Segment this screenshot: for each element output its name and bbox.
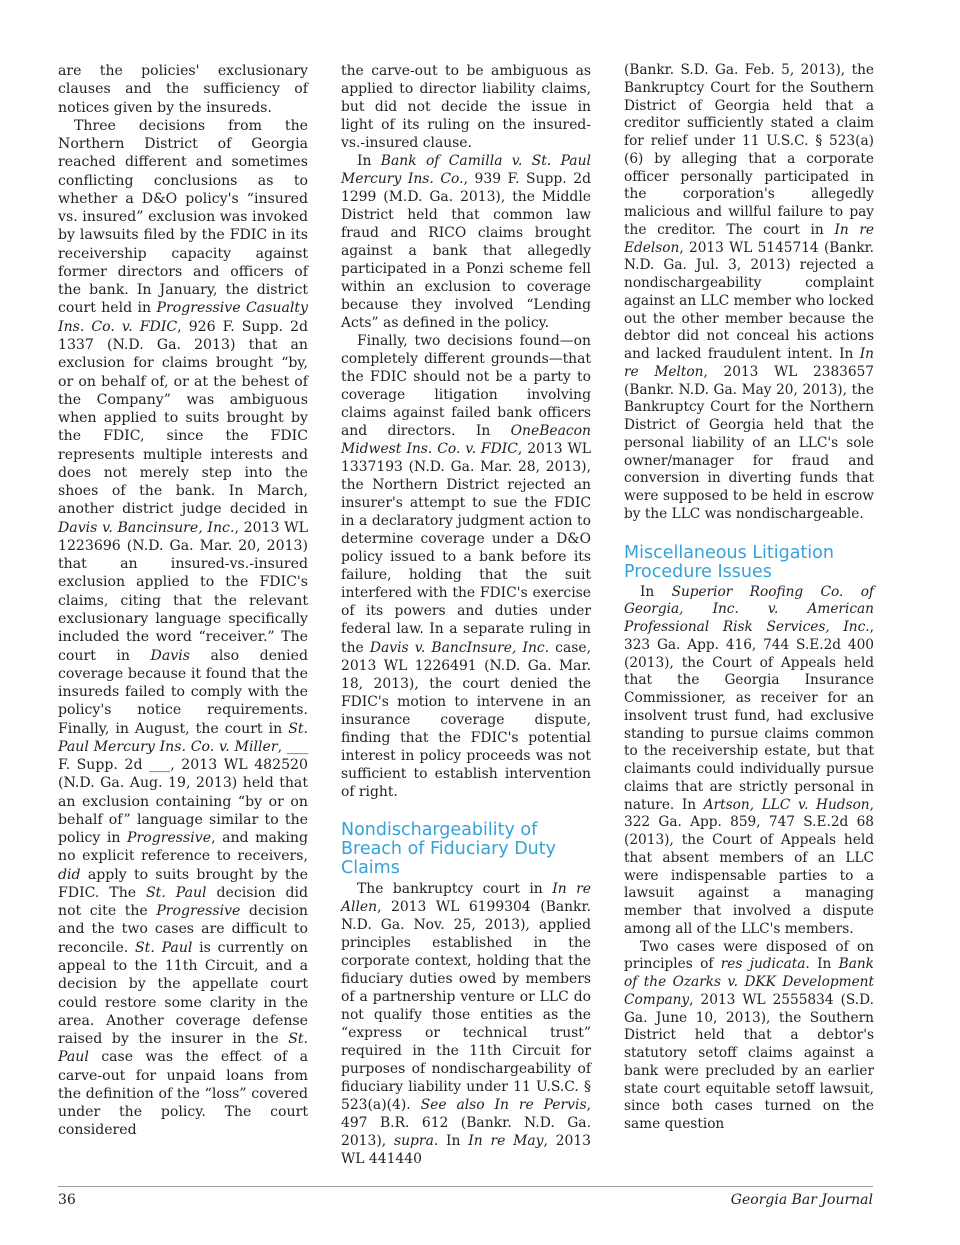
text-column-2 — [341, 62, 591, 1168]
section-heading: Miscellaneous Litigation Procedure Issues — [624, 542, 834, 582]
case-citation: St. Paul — [146, 884, 207, 901]
emphasis: did — [58, 866, 81, 883]
case-citation: Superior Roofing Co. of Georgia, Inc. v. American Professional Risk Services, Inc. — [624, 583, 875, 635]
case-citation: OneBeacon Midwest Ins. Co. v. FDIC — [341, 423, 591, 458]
latin-term: res judicata — [720, 956, 806, 973]
paragraph: the carve-out to be ambiguous as applied to director liability claims, but did not decide the issue in light of its ruling on the insured-vs.-insured clause. — [341, 63, 591, 152]
paragraph: Three decisions from the Northern District of Georgia reached different and sometimes conflicting conclusions as to whether a D&O policy's “insured vs. insured” exclusion was invoked by lawsuits filed by the FDIC in its receivership capacity against former directors and officers of the bank. In January, the district court held in Progressive Casualty Ins. Co. v. FDIC, 926 F. Supp. 2d 1337 (N.D. Ga. 2013) that an exclusion for claims brought “by, or on behalf of, or at the behest of the Company” was ambiguous when applied to suits brought by the FDIC, since the FDIC represents multiple interests and does not merely step into the shoes of the bank. In March, another district judge decided in Davis v. Bancinsure, Inc., 2013 WL 1223696 (N.D. Ga. Mar. 20, 2013) that an insured-vs.-insured exclusion applied to the FDIC's claims, citing that the relevant exclusionary language specifically included the word “receiver.” The court in Davis also denied coverage because it found that the insureds failed to comply with the policy's notice requirements. Finally, in August, the court in St. Paul Mercury Ins. Co. v. Miller, ___ F. Supp. 2d ___, 2013 WL 482520 (N.D. Ga. Aug. 19, 2013) held that an exclusion containing “by or on behalf of” language similar to the policy in Progressive, and making no explicit reference to receivers, did apply to suits brought by the FDIC. The St. Paul decision did not cite the Progressive decision and the two cases are difficult to reconcile. St. Paul is currently on appeal to the 11th Circuit, and a decision by the appellate court could restore some clarity in the area. Another coverage defense raised by the insurer in the St. Paul case was the effect of a carve-out for unpaid loans from the definition of the “loss” covered under the policy. The court considered — [58, 117, 309, 1139]
case-citation: In re Allen — [341, 880, 591, 915]
case-citation: St. Paul Mercury Ins. Co. v. Miller — [58, 720, 308, 755]
case-citation: Progressive — [156, 903, 241, 920]
page-number: 36 — [58, 1192, 76, 1208]
case-citation: Davis v. Bancinsure, Inc. — [58, 519, 235, 536]
paragraph: In Bank of Camilla v. St. Paul Mercury Ins. Co., 939 F. Supp. 2d 1299 (M.D. Ga. 2013), the Middle District held that common law fraud and RICO claims brought against a bank that allegedly participated in a Ponzi scheme fell within an exclusion to coverage because they involved “Lending Acts” as defined in the policy. — [341, 153, 591, 332]
paragraph: (Bankr. S.D. Ga. Feb. 5, 2013), the Bankruptcy Court for the Southern District of Georgia held that a creditor sufficiently stated a claim for relief under 11 U.S.C. § 523(a)(6) by alleging that a corporate officer personally participated in the corporation's allegedly malicious and willful failure to pay the creditor. The court in In re Edelson, 2013 WL 5145714 (Bankr. N.D. Ga. Jul. 3, 2013) rejected a nondischargeability complaint against an LLC member who locked out the other member because the debtor did not conceal his actions and lacked fraudulent intent. In In re Melton, 2013 WL 2383657 (Bankr. N.D. Ga. May 20, 2013), the Bankruptcy Court for the Northern District of Georgia held that the personal liability of an LLC's sole owner/manager for fraud and conversion in diverting funds that were supposed to be held in escrow by the LLC was nondischargeable. — [624, 62, 875, 522]
journal-title: Georgia Bar Journal — [730, 1192, 873, 1208]
case-citation: St. Paul — [135, 939, 193, 956]
case-citation: Artson, LLC v. Hudson — [703, 796, 870, 813]
footer-rule — [58, 1186, 873, 1187]
case-citation: St. Paul — [58, 1031, 308, 1066]
case-citation: Bank of Camilla v. St. Paul Mercury Ins. Co. — [341, 153, 591, 188]
paragraph: In Superior Roofing Co. of Georgia, Inc. v. American Professional Risk Services, Inc., 323 Ga. App. 416, 744 S.E.2d 400 (2013), the Court of Appeals held that the Georgia Insurance Commissioner, as receiver for an insolvent trust fund, had exclusive standing to pursue claims common to the receivership estate, but that claimants could individually pursue claims that are strictly personal in nature. In Artson, LLC v. Hudson, 322 Ga. App. 859, 747 S.E.2d 68 (2013), the Court of Appeals held that absent members of an LLC were indispensable parties to a lawsuit against a managing member that involved a dispute among all of the LLC's members. — [624, 583, 875, 937]
case-citation: Progressive — [126, 830, 212, 847]
case-citation: Bank of the Ozarks v. DKK Development Company — [624, 956, 874, 1008]
text-column-1 — [58, 62, 308, 1140]
emphasis: supra. — [393, 1132, 439, 1149]
case-citation: Davis v. BancInsure, Inc. — [369, 639, 550, 656]
paragraph: The bankruptcy court in In re Allen, 2013 WL 6199304 (Bankr. N.D. Ga. Nov. 25, 2013), applied principles established in the corporate context, holding that the fiduciary duties owed by members of a partnership venture or LLC do not qualify those entities as the “express or technical trust” required in the 11th Circuit for purposes of nondischargeability of fiduciary liability under 11 U.S.C. § 523(a)(4). See also In re Pervis, 497 B.R. 612 (Bankr. N.D. Ga. 2013), supra. In In re May, 2013 WL 441440 — [341, 880, 592, 1167]
paragraph: Finally, two decisions found—on completely different grounds—that the FDIC should not be a party to coverage litigation involving claims against failed bank officers and directors. In OneBeacon Midwest Ins. Co. v. FDIC, 2013 WL 1337193 (N.D. Ga. Mar. 28, 2013), the Northern District rejected an insurer's attempt to sue the FDIC in a declaratory judgment action to determine coverage under a D&O policy issued to a bank before its failure, holding that the suit interfered with the FDIC's exercise of its powers and duties under federal law. In a separate ruling in the Davis v. BancInsure, Inc. case, 2013 WL 1226491 (N.D. Ga. Mar. 18, 2013), the court denied the FDIC's motion to intervene in an insurance coverage dispute, finding that the FDIC's potential interest in policy proceeds was not sufficient to establish intervention of right. — [341, 333, 592, 800]
section-heading: Nondischargeability of Breach of Fiduciary Duty Claims — [341, 819, 556, 878]
case-citation: Progressive Casualty Ins. Co. v. FDIC — [58, 300, 309, 335]
case-citation: In re Melton — [624, 346, 874, 380]
paragraph: are the policies' exclusionary clauses and the sufficiency of notices given by the insureds. — [58, 63, 308, 116]
case-citation: In re Edelson — [624, 221, 874, 256]
paragraph: Two cases were disposed of on principles of res judicata. In Bank of the Ozarks v. DKK Development Company, 2013 WL 2555834 (S.D. Ga. June 10, 2013), the Southern District held that a debtor's statutory setoff claims against a bank were precluded by an earlier state court equitable setoff lawsuit, since both cases turned on the same question — [624, 938, 874, 1132]
case-citation: In re May — [468, 1132, 544, 1149]
case-citation: Davis — [150, 647, 190, 664]
case-citation: See also In re Pervis — [420, 1096, 587, 1113]
text-column-3 — [624, 62, 874, 1134]
